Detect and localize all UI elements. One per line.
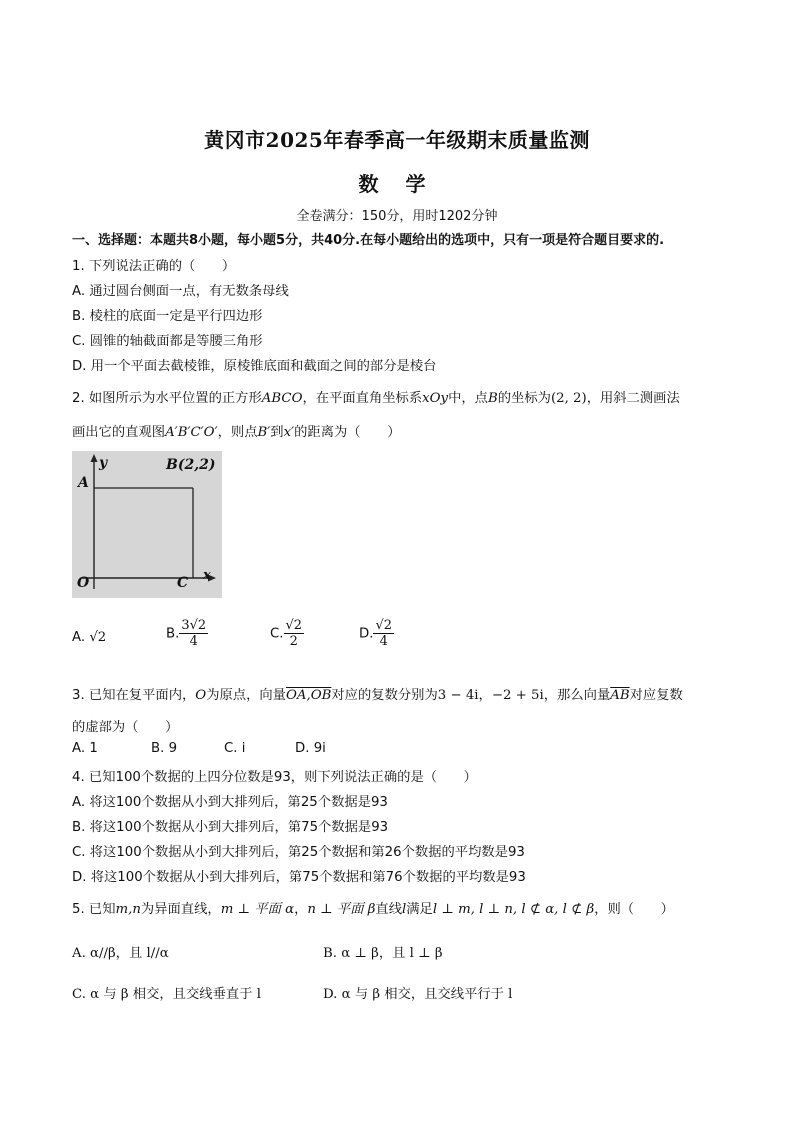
point-b-label: B(2,2)	[166, 457, 216, 473]
q4-option-b: B. 将这100个数据从小到大排列后，第75个数据是93	[72, 820, 389, 835]
q2-option-b	[166, 618, 208, 649]
q2-stem-line1	[72, 387, 680, 406]
q5-text: 直线	[375, 902, 402, 917]
q3-option-c: C. i	[224, 741, 246, 756]
q5-text: 满足	[406, 902, 433, 917]
q5-stem	[72, 898, 674, 917]
fraction-denominator: 4	[189, 634, 198, 649]
q5-condition-1: m ⊥ 平面 α	[220, 902, 295, 917]
q3-complex-1: 3 − 4i	[437, 688, 479, 703]
q4-stem: 4. 已知100个数据的上四分位数是93，则下列说法正确的是（ ）	[72, 770, 477, 785]
q3-option-b: B. 9	[151, 741, 178, 756]
q3-option-a: A. 1	[72, 741, 98, 756]
q3-vectors: OA,OB	[285, 688, 332, 703]
q2-intuitive-figure: A′B′C′O′	[165, 425, 218, 440]
section-heading: 一、选择题：本题共8小题，每小题5分，共40分.在每小题给出的选项中，只有一项是符合题目要求的.	[72, 233, 665, 248]
option-label: A.	[72, 630, 86, 645]
y-axis-label: y	[99, 455, 108, 471]
q2-axis-xprime: x′	[283, 425, 295, 440]
x-axis-label: x	[203, 568, 211, 583]
q5-text: 5. 已知	[72, 902, 116, 917]
exam-title: 黄冈市2025年春季高一年级期末质量监测	[204, 128, 590, 152]
q5-option-d: D. α 与 β 相交，且交线平行于 l	[323, 987, 513, 1002]
q2-text: ，则点	[217, 425, 258, 440]
q2-text: 中，点	[448, 391, 488, 406]
q2-text: 2. 如图所示为水平位置的正方形	[72, 391, 262, 406]
q1-option-c: C. 圆锥的轴截面都是等腰三角形	[72, 334, 263, 349]
q2-stem-line2	[72, 421, 401, 440]
q2-text: 的坐标为	[497, 391, 551, 406]
q3-text: 对应的复数分别为	[331, 688, 438, 703]
q4-option-a: A. 将这100个数据从小到大排列后，第25个数据是93	[72, 795, 388, 810]
q2-coordinates: (2, 2)	[550, 391, 587, 406]
option-label: D.	[359, 626, 374, 642]
q2-coord-system: xOy	[422, 391, 449, 406]
point-c-label: C	[177, 575, 189, 591]
fraction-numerator: 3√2	[181, 618, 207, 633]
q5-lines: m,n	[115, 902, 141, 917]
q2-square-figure	[72, 451, 222, 598]
q2-point: B	[487, 391, 498, 406]
q5-option-b: B. α ⊥ β，且 l ⊥ β	[323, 946, 443, 961]
q1-option-a: A. 通过圆台侧面一点，有无数条母线	[72, 284, 289, 299]
fraction-denominator: 4	[379, 634, 388, 649]
q3-complex-2: −2 + 5i	[491, 688, 544, 703]
q2-text: 到	[270, 425, 284, 440]
q5-condition-2: n ⊥ 平面 β	[307, 902, 376, 917]
fraction-numerator: √2	[375, 618, 393, 633]
q2-text: 画出它的直观图	[72, 425, 166, 440]
q2-figure-svg	[72, 451, 222, 598]
q4-option-c: C. 将这100个数据从小到大排列后，第25个数据和第26个数据的平均数是93	[72, 845, 525, 860]
q2-text: 的距离为（ ）	[294, 425, 401, 440]
q2-option-d	[359, 618, 394, 649]
exam-info: 全卷满分：150分，用时1202分钟	[296, 209, 498, 224]
option-label: C.	[270, 626, 284, 642]
subject-title: 数 学	[358, 172, 436, 196]
q3-text: ，那么向量	[543, 688, 611, 703]
q5-text: ，则（ ）	[594, 902, 674, 917]
q5-conditions: l ⊥ m, l ⊥ n, l ⊄ α, l ⊄ β	[432, 902, 595, 917]
q1-option-d: D. 用一个平面去截棱锥，原棱锥底面和截面之间的部分是棱台	[72, 359, 437, 374]
q3-stem-line2: 的虚部为（ ）	[72, 720, 179, 735]
q1-option-b: B. 棱柱的底面一定是平行四边形	[72, 309, 263, 324]
q3-text: ，	[478, 688, 492, 703]
q5-text: ，	[294, 902, 308, 917]
q2-square: ABCO	[261, 391, 303, 406]
q2-point-bprime: B′	[257, 425, 271, 440]
q5-text: 为异面直线，	[140, 902, 221, 917]
q3-text: 为原点，向量	[206, 688, 286, 703]
fraction-numerator: √2	[285, 618, 303, 633]
q3-option-d: D. 9i	[295, 741, 326, 756]
q5-option-c: C. α 与 β 相交，且交线垂直于 l	[72, 987, 261, 1002]
origin-label: O	[77, 575, 90, 591]
fraction-denominator: 2	[289, 634, 298, 649]
q3-origin: O	[195, 688, 207, 703]
option-value: √2	[89, 630, 107, 645]
q3-text: 对应复数	[629, 688, 683, 703]
q2-option-c	[270, 618, 304, 649]
point-a-label: A	[78, 475, 89, 491]
q4-option-d: D. 将这100个数据从小到大排列后，第75个数据和第76个数据的平均数是93	[72, 870, 526, 885]
option-label: B.	[166, 626, 180, 642]
q5-option-a: A. α//β，且 l//α	[72, 946, 169, 961]
q1-stem: 1. 下列说法正确的（ ）	[72, 259, 236, 274]
q2-text: ，用斜二测画法	[586, 391, 680, 406]
q5-line-l: l	[402, 902, 407, 917]
q3-vector-ab: $\overline{AB}$	[610, 688, 630, 703]
q2-text: ，在平面直角坐标系	[302, 391, 423, 406]
q3-stem-line1	[72, 684, 683, 703]
q3-text: 3. 已知在复平面内，	[72, 688, 196, 703]
q2-option-a	[72, 630, 106, 645]
